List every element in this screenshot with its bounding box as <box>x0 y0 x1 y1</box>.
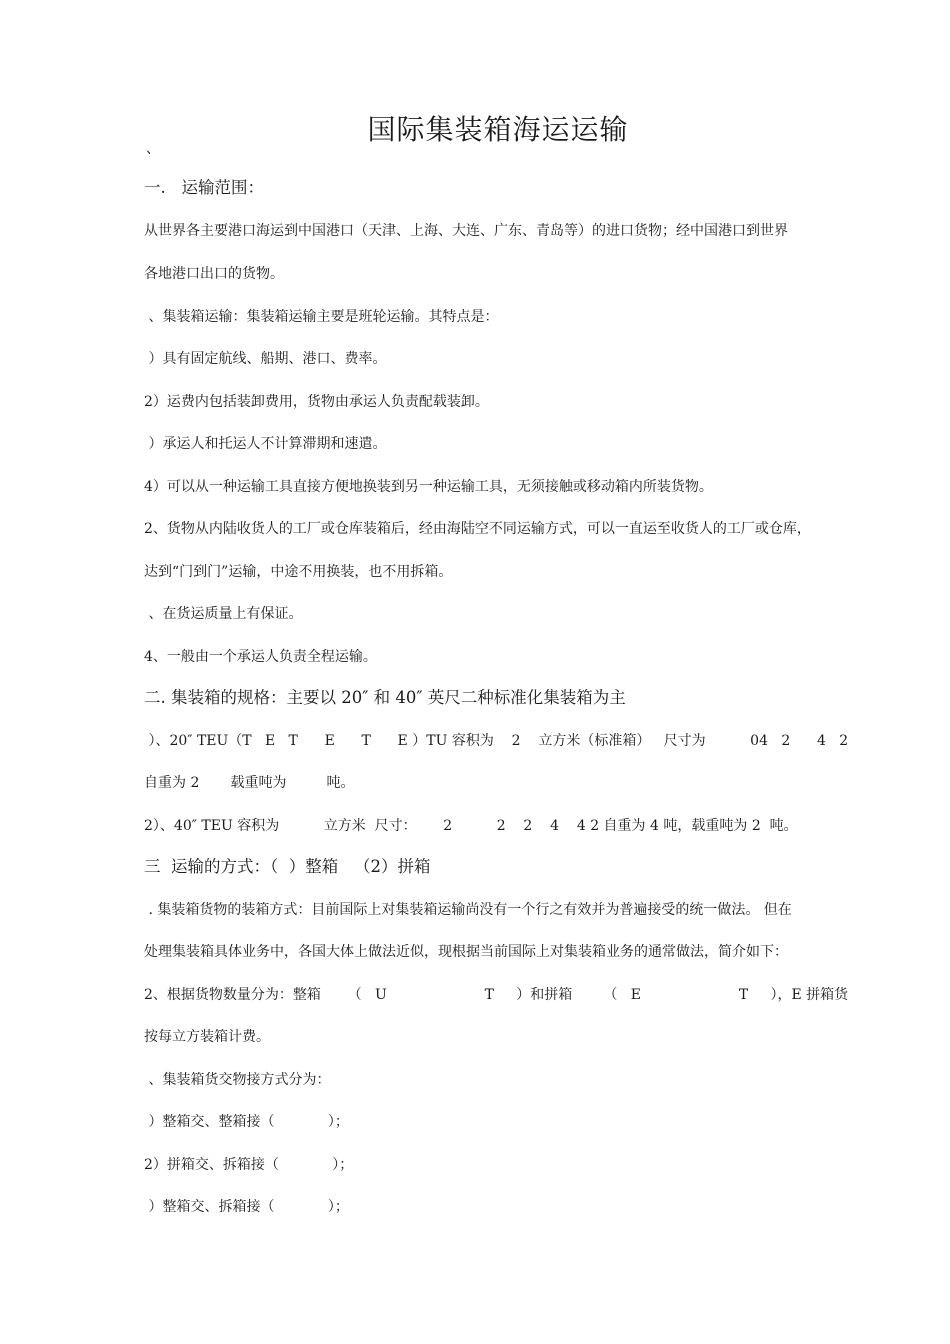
section-heading-3: 三 运输的方式：（ ）整箱 （2）拼箱 <box>144 857 431 876</box>
list-item: 、在货运质量上有保证。 <box>144 606 303 622</box>
stray-mark: 、 <box>146 141 160 157</box>
spec-line: 2）、40″ TEU 容积为 立方米 尺寸： 2 2 2 4 4 2 自重为 4 吨，载重吨为 2 吨。 <box>144 818 798 834</box>
paragraph-line: 、集装箱运输：集装箱运输主要是班轮运输。其特点是： <box>144 309 499 325</box>
paragraph-line: 从世界各主要港口海运到中国港口（天津、上海、大连、广东、青岛等）的进口货物；经中国港口到世界 <box>144 223 788 239</box>
paragraph-line: 按每立方装箱计费。 <box>144 1029 270 1045</box>
list-item: 2、货物从内陆收货人的工厂或仓库装箱后，经由海陆空不同运输方式，可以一直运至收货人的工厂或仓库， <box>144 521 811 537</box>
paragraph-line: 达到“门到门”运输，中途不用换装，也不用拆箱。 <box>144 564 453 580</box>
document-title: 国际集装箱海运运输 <box>367 113 629 146</box>
list-item: 2）运费内包括装卸费用，货物由承运人负责配载装卸。 <box>144 394 489 410</box>
list-item: 2）拼箱交、拆箱接（ ）； <box>144 1157 354 1173</box>
spec-line: ）、20″ TEU（T E T E T E ）TU 容积为 2 立方米（标准箱） 尺寸为 04 2 4 2 <box>144 733 849 749</box>
paragraph-line: 各地港口出口的货物。 <box>144 266 284 282</box>
list-item: 、集装箱货交物接方式分为： <box>144 1072 331 1088</box>
list-item: 4）可以从一种运输工具直接方便地换装到另一种运输工具，无须接触或移动箱内所装货物。 <box>144 479 713 495</box>
list-item: 2、根据货物数量分为：整箱 （ U T ）和拼箱 （ E T ），E 拼箱货 <box>144 987 849 1003</box>
paragraph-line: 处理集装箱具体业务中，各国大体上做法近似，现根据当前国际上对集装箱业务的通常做法，简介如下： <box>144 944 788 960</box>
section-heading-1: 一. 运输范围： <box>144 178 264 197</box>
list-item: ）整箱交、拆箱接（ ）； <box>144 1199 349 1215</box>
list-item: ）承运人和托运人不计算滞期和速遣。 <box>144 436 387 452</box>
paragraph-line: . 集装箱货物的装箱方式：目前国际上对集装箱运输尚没有一个行之有效并为普遍接受的统一做法。 但在 <box>144 902 792 918</box>
spec-line: 自重为 2 载重吨为 吨。 <box>144 775 355 791</box>
list-item: ）具有固定航线、船期、港口、费率。 <box>144 351 387 367</box>
section-heading-2: 二. 集装箱的规格：主要以 20″ 和 40″ 英尺二种标准化集装箱为主 <box>144 688 626 707</box>
list-item: 4、一般由一个承运人负责全程运输。 <box>144 649 377 665</box>
list-item: ）整箱交、整箱接（ ）； <box>144 1114 349 1130</box>
